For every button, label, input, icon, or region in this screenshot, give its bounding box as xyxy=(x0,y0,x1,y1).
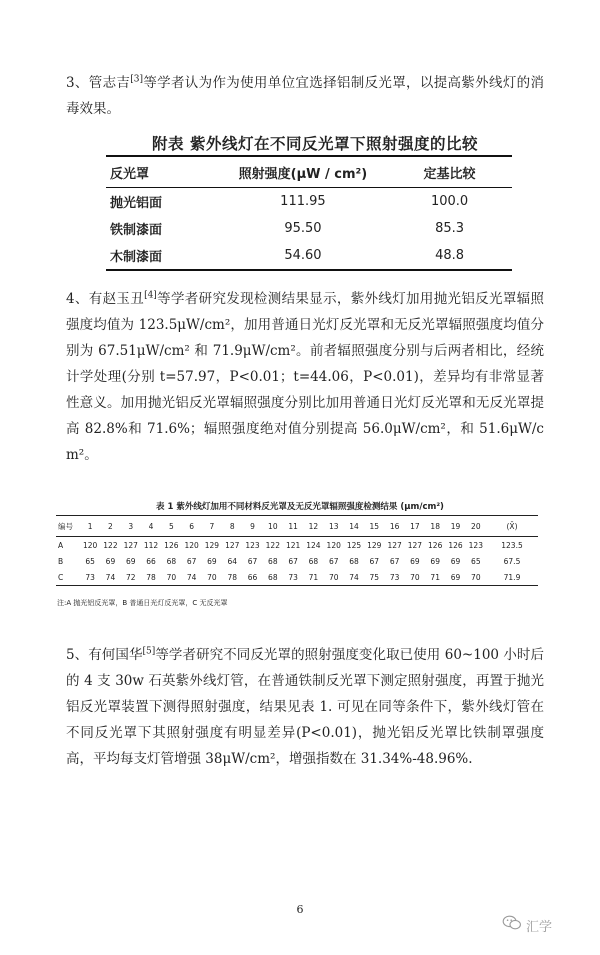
cell-value: 71 xyxy=(308,572,319,582)
cell-value: 126 xyxy=(164,540,179,550)
cell-value: 78 xyxy=(227,572,237,582)
table-header-row xyxy=(56,516,538,537)
cell-value: 67 xyxy=(369,556,380,566)
cell-value: 70 xyxy=(207,572,217,582)
paragraph-3: 3、管志吉[3]等学者认为作为使用单位宜选择铝制反光罩，以提高紫外线灯的消毒效果。 xyxy=(66,74,544,117)
cell-value: 129 xyxy=(367,540,382,550)
cell-mean: 71.9 xyxy=(503,572,521,582)
cell-value: 70 xyxy=(166,572,177,582)
cell-value: 70 xyxy=(471,572,481,582)
cell-group: C xyxy=(58,572,64,582)
cell-value: 123 xyxy=(245,540,260,550)
cell-value: 74 xyxy=(186,572,197,582)
cell-value: 73 xyxy=(389,572,400,582)
cell-value: 66 xyxy=(247,572,258,582)
cell-value: 65 xyxy=(471,556,481,566)
cell-reflector: 铁制漆面 xyxy=(110,223,163,238)
cell-value: 122 xyxy=(103,540,118,550)
table2-title: 表 1 紫外线灯加用不同材料反光罩及无反光罩辐照强度检测结果 (μm/cm²) xyxy=(156,502,444,512)
cell-value: 120 xyxy=(82,540,98,550)
col-header-sample: 3 xyxy=(128,521,134,531)
cell-value: 65 xyxy=(85,556,95,566)
col-header-sample: 4 xyxy=(148,521,154,531)
col-header-sample: 13 xyxy=(328,521,339,531)
col-header-mean: (X̄) xyxy=(506,521,518,531)
cell-value: 74 xyxy=(105,572,116,582)
reflector-intensity-table xyxy=(106,155,512,271)
col-header-sample: 16 xyxy=(389,521,400,531)
cell-value: 120 xyxy=(326,540,341,550)
watermark-text: 汇学 xyxy=(526,919,553,935)
table-row xyxy=(56,569,538,586)
table-row xyxy=(106,215,512,242)
paragraph-5: 5、有何国华[5]等学者研究不同反光罩的照射强度变化取已使用 60~100 小时后的 4 支 30w 石英紫外线灯管，在普通铁制反光罩下测定照射强度，再置于抛光铝反光罩装置下测得照射强度，结果见表 1. 可见在同等条件下，紫外线灯管在不同反光罩下其照射强度有明显差异(P<0.01)，抛光铝反光罩比铁制罩强度高，平均每支灯管增强 38μW/cm²，增强指数在 31.34%-48.96%. xyxy=(66,646,544,767)
cell-value: 68 xyxy=(308,556,319,566)
cell-value: 68 xyxy=(268,556,278,566)
table-row xyxy=(56,553,538,569)
cell-value: 125 xyxy=(346,540,362,550)
col-header-intensity: 照射强度(μW / cm²) xyxy=(238,166,368,182)
cell-ratio: 100.0 xyxy=(430,194,469,209)
cell-value: 69 xyxy=(450,556,461,566)
cell-intensity: 111.95 xyxy=(280,194,326,209)
col-header-sample: 17 xyxy=(410,521,420,531)
page-number: 6 xyxy=(296,903,304,916)
col-header-sample: 15 xyxy=(369,521,380,531)
cell-group: A xyxy=(58,540,64,550)
cell-value: 67 xyxy=(389,556,400,566)
col-header-sample: 20 xyxy=(471,521,481,531)
cell-value: 66 xyxy=(146,556,156,566)
paragraph-4: 4、有赵玉丑[4]等学者研究发现检测结果显示，紫外线灯加用抛光铝反光罩辐照强度均值为 123.5μW/cm²，加用普通日光灯反光罩和无反光罩辐照强度均值分别为 67.51μW/cm² 和 71.9μW/cm²。前者辐照强度分别与后两者相比，经统计学处理(分别 t=57.97，P<0.01；t=44.06，P<0.01)，差异均有非常显著性意义。加用抛光铝反光罩辐照强度分别比加用普通日光灯反光罩和无反光罩提高 82.8%和 71.6%；辐照强度绝对值分别提高 56.0μW/cm²，和 51.6μW/cm²。 xyxy=(66,290,544,463)
cell-value: 69 xyxy=(450,572,461,582)
cell-value: 69 xyxy=(125,556,136,566)
col-header-sample: 8 xyxy=(229,521,235,531)
cell-value: 112 xyxy=(143,540,159,550)
cell-value: 129 xyxy=(204,540,220,550)
cell-value: 69 xyxy=(430,556,440,566)
col-header-sample: 1 xyxy=(87,521,93,531)
cell-value: 126 xyxy=(428,540,443,550)
col-header-sample: 12 xyxy=(308,521,319,531)
col-header-sample: 14 xyxy=(349,521,359,531)
cell-value: 68 xyxy=(268,572,278,582)
table2-note: 注:A 抛光铝反光罩，B 普通日光灯反光罩，C 无反光罩 xyxy=(57,599,228,607)
cell-value: 67 xyxy=(186,556,197,566)
table-header-row xyxy=(106,156,512,188)
wechat-icon xyxy=(502,915,522,935)
cell-value: 123 xyxy=(468,540,483,550)
cell-ratio: 48.8 xyxy=(435,248,465,263)
table1-title: 附表 紫外线灯在不同反光罩下照射强度的比较 xyxy=(152,135,478,153)
cell-value: 120 xyxy=(184,540,199,550)
col-header-sample: 10 xyxy=(268,521,278,531)
cell-value: 71 xyxy=(430,572,440,582)
cell-value: 126 xyxy=(448,540,463,550)
col-header-sample: 7 xyxy=(209,521,215,531)
cell-value: 67 xyxy=(288,556,298,566)
cell-value: 67 xyxy=(247,556,258,566)
cell-reflector: 木制漆面 xyxy=(110,250,163,265)
cell-value: 70 xyxy=(328,572,339,582)
cell-intensity: 54.60 xyxy=(284,248,322,263)
col-header-sample: 11 xyxy=(288,521,298,531)
table-row xyxy=(56,537,538,554)
cell-ratio: 85.3 xyxy=(435,221,465,236)
cell-value: 121 xyxy=(285,540,301,550)
table-row xyxy=(106,188,512,216)
cell-value: 73 xyxy=(85,572,95,582)
col-header-sample: 18 xyxy=(430,521,440,531)
cell-intensity: 95.50 xyxy=(284,221,322,236)
col-header-id: 编号 xyxy=(58,521,73,531)
cell-value: 127 xyxy=(387,540,402,550)
cell-value: 127 xyxy=(225,540,240,550)
cell-value: 122 xyxy=(265,540,280,550)
cell-value: 75 xyxy=(369,572,380,582)
cell-value: 68 xyxy=(166,556,177,566)
cell-value: 70 xyxy=(410,572,420,582)
cell-value: 69 xyxy=(207,556,217,566)
cell-value: 72 xyxy=(125,572,136,582)
cell-value: 78 xyxy=(146,572,156,582)
col-header-sample: 6 xyxy=(189,521,195,531)
col-header-sample: 2 xyxy=(108,521,113,531)
cell-value: 73 xyxy=(288,572,298,582)
cell-mean: 67.5 xyxy=(503,556,521,566)
cell-value: 64 xyxy=(227,556,237,566)
col-header-reflector: 反光罩 xyxy=(110,166,150,182)
cell-value: 124 xyxy=(306,540,321,550)
cell-reflector: 抛光铝面 xyxy=(110,196,163,211)
cell-group: B xyxy=(58,556,64,566)
cell-mean: 123.5 xyxy=(501,540,523,550)
cell-value: 67 xyxy=(328,556,339,566)
cell-value: 127 xyxy=(407,540,423,550)
cell-value: 68 xyxy=(349,556,359,566)
col-header-sample: 5 xyxy=(168,521,174,531)
col-header-sample: 9 xyxy=(250,521,255,531)
cell-value: 74 xyxy=(349,572,359,582)
cell-value: 69 xyxy=(410,556,420,566)
col-header-ratio: 定基比较 xyxy=(423,166,476,182)
cell-value: 127 xyxy=(123,540,138,550)
col-header-sample: 19 xyxy=(450,521,461,531)
table-row xyxy=(106,242,512,270)
watermark xyxy=(502,915,552,935)
cell-value: 69 xyxy=(105,556,116,566)
irradiance-results-table xyxy=(56,515,538,586)
